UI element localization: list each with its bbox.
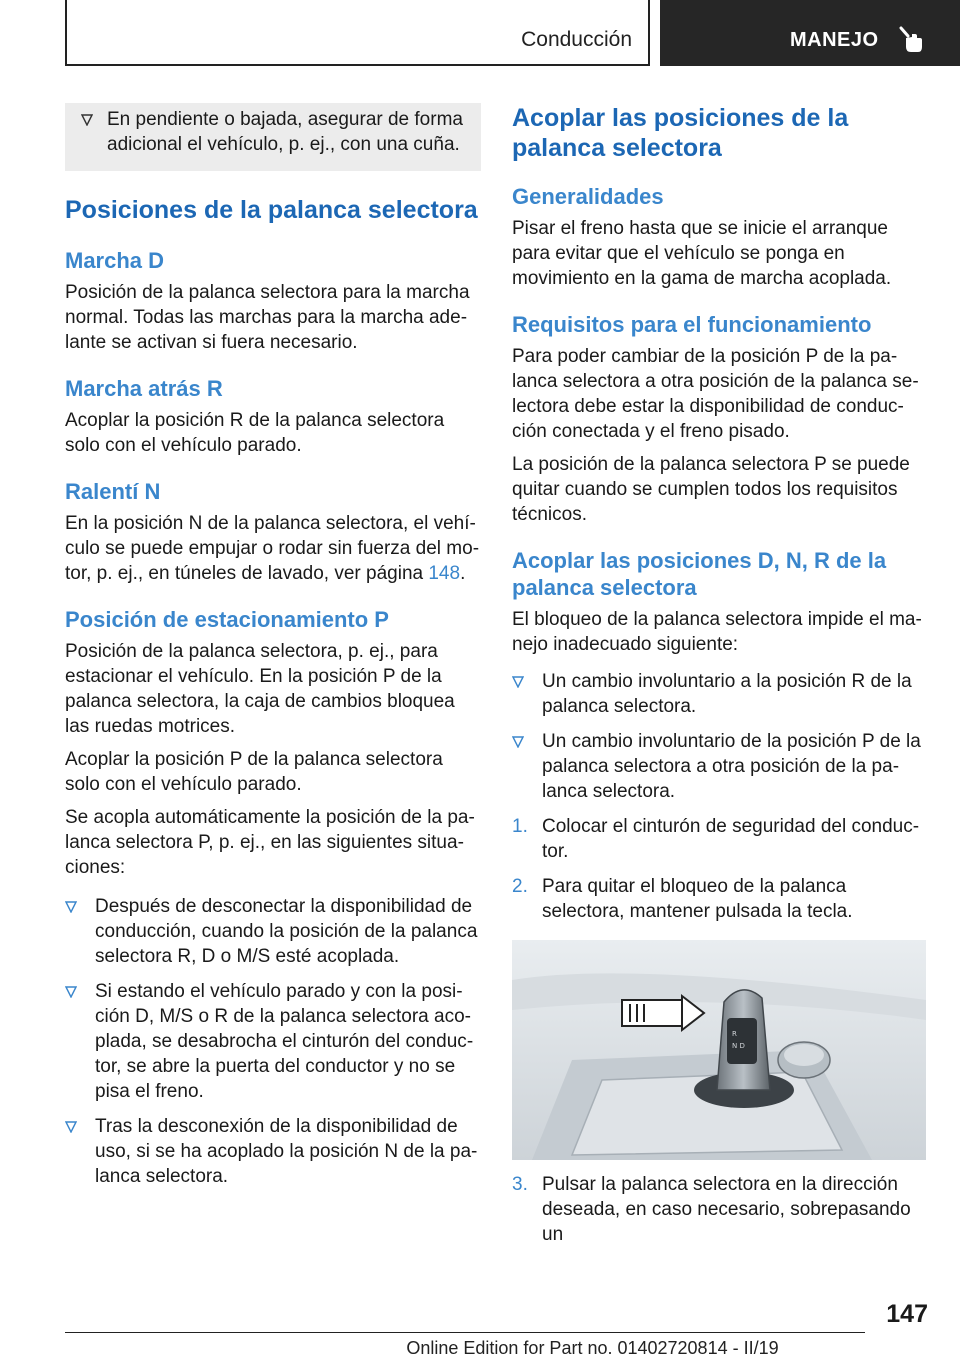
note-box — [65, 103, 481, 171]
paragraph-requirements-1: Para poder cambiar de la posición P de la palanca selectora a otra posición de la palanca selectora debe estar la disponibilidad de conducción conectada y el freno pisado. — [512, 346, 919, 442]
note-item: En pendiente o bajada, asegurar de forma adicional el vehículo, p. ej., con una cuña. — [77, 107, 469, 157]
page-link[interactable]: 148 — [428, 563, 461, 584]
list-item: Tras la desconexión de la disponibilidad de uso, si se ha acoplado la posición N de la palanca selectora. — [65, 1114, 481, 1189]
subsection-title-general: Generalidades — [512, 184, 664, 209]
page-header — [0, 0, 960, 66]
list-item: Un cambio involuntario a la posición R de la palanca selectora. — [512, 669, 928, 719]
triangle-bullet-icon — [512, 736, 524, 748]
step-item: 3. Pulsar la palanca selectora en la dirección deseada, en caso necesario, sobrepasando un — [512, 1174, 911, 1245]
subsection-title-neutral: Ralentí N — [65, 479, 161, 504]
header-chapter-label: MANEJO — [790, 29, 879, 51]
triangle-bullet-icon — [65, 1121, 77, 1133]
header-section-box — [65, 0, 650, 66]
triangle-bullet-icon — [65, 901, 77, 913]
list-item: Si estando el vehículo parado y con la posición D, M/S o R de la palanca selectora acoplada, se desabrocha el cinturón del conductor, se abre la puerta del conductor y no se pisa el freno. — [65, 979, 481, 1104]
paragraph-requirements-2: La posición de la palanca selectora P se puede quitar cuando se cumplen todos los requisitos técnicos. — [512, 454, 910, 525]
hand-pointer-icon — [896, 25, 926, 55]
section-title-positions: Posiciones de la palanca selectora — [65, 196, 478, 224]
header-section-title: Conducción — [521, 28, 632, 51]
step-item: 2. Para quitar el bloqueo de la palanca selectora, mantener pulsada la tecla. — [512, 876, 853, 922]
svg-text:N D: N D — [732, 1042, 745, 1050]
gear-selector-drawing — [512, 940, 926, 1160]
triangle-bullet-icon — [512, 676, 524, 688]
paragraph-general: Pisar el freno hasta que se inicie el arranque para evitar que el vehículo se ponga en movimiento en la gama de marcha acoplada. — [512, 218, 892, 289]
step-number: 3. — [512, 1174, 528, 1195]
paragraph-park-3: Se acopla automáticamente la posición de la palanca selectora P, p. ej., en las siguientes situaciones: — [65, 807, 475, 878]
subsection-title-requirements: Requisitos para el funcionamiento — [512, 312, 872, 337]
step-number: 2. — [512, 876, 528, 897]
left-column — [65, 103, 481, 1199]
footer-edition: Online Edition for Part no. 01402720814 - II/19 — [406, 1338, 779, 1358]
header-chapter-tab[interactable] — [660, 0, 960, 66]
right-column — [512, 103, 928, 1257]
page-number: 147 — [886, 1300, 928, 1328]
paragraph-reverse: Acoplar la posición R de la palanca selectora solo con el vehículo parado. — [65, 410, 445, 456]
list-item: Un cambio involuntario de la posición P de la palanca selectora a otra posición de la palanca selectora. — [512, 729, 928, 804]
paragraph-dnr: El bloqueo de la palanca selectora impide el manejo inadecuado siguiente: — [512, 609, 922, 655]
dnr-bullet-list — [512, 669, 928, 804]
subsection-title-dnr: Acoplar las posiciones D, N, R de la palanca selectora — [512, 548, 887, 600]
triangle-bullet-icon — [65, 986, 77, 998]
triangle-bullet-icon — [81, 114, 93, 126]
section-title-engage: Acoplar las posiciones de la palanca selectora — [512, 104, 849, 162]
paragraph-neutral: En la posición N de la palanca selectora, el vehículo se puede empujar o rodar sin fuerza del motor, p. ej., en túneles de lavado, ver página 148. — [65, 513, 480, 584]
step-item: 1. Colocar el cinturón de seguridad del conductor. — [512, 816, 920, 862]
subsection-title-reverse: Marcha atrás R — [65, 376, 223, 401]
footer-divider — [65, 1332, 865, 1333]
step-number: 1. — [512, 816, 528, 837]
subsection-title-drive: Marcha D — [65, 248, 165, 273]
paragraph-park-2: Acoplar la posición P de la palanca selectora solo con el vehículo parado. — [65, 749, 443, 795]
list-item: Después de desconectar la disponibilidad de conducción, cuando la posición de la palanca selectora R, D o M/S esté acoplada. — [65, 894, 481, 969]
paragraph-drive: Posición de la palanca selectora para la marcha normal. Todas las marchas para la marcha adelante se activan si fuera necesario. — [65, 282, 470, 353]
park-bullet-list — [65, 894, 481, 1189]
svg-text:R: R — [732, 1030, 737, 1038]
subsection-title-park: Posición de estacionamiento P — [65, 607, 389, 632]
gear-selector-illustration — [512, 940, 926, 1160]
paragraph-park-1: Posición de la palanca selectora, p. ej., para estacionar el vehículo. En la posición P de la palanca selectora, la caja de cambios bloquea las ruedas motrices. — [65, 641, 455, 737]
